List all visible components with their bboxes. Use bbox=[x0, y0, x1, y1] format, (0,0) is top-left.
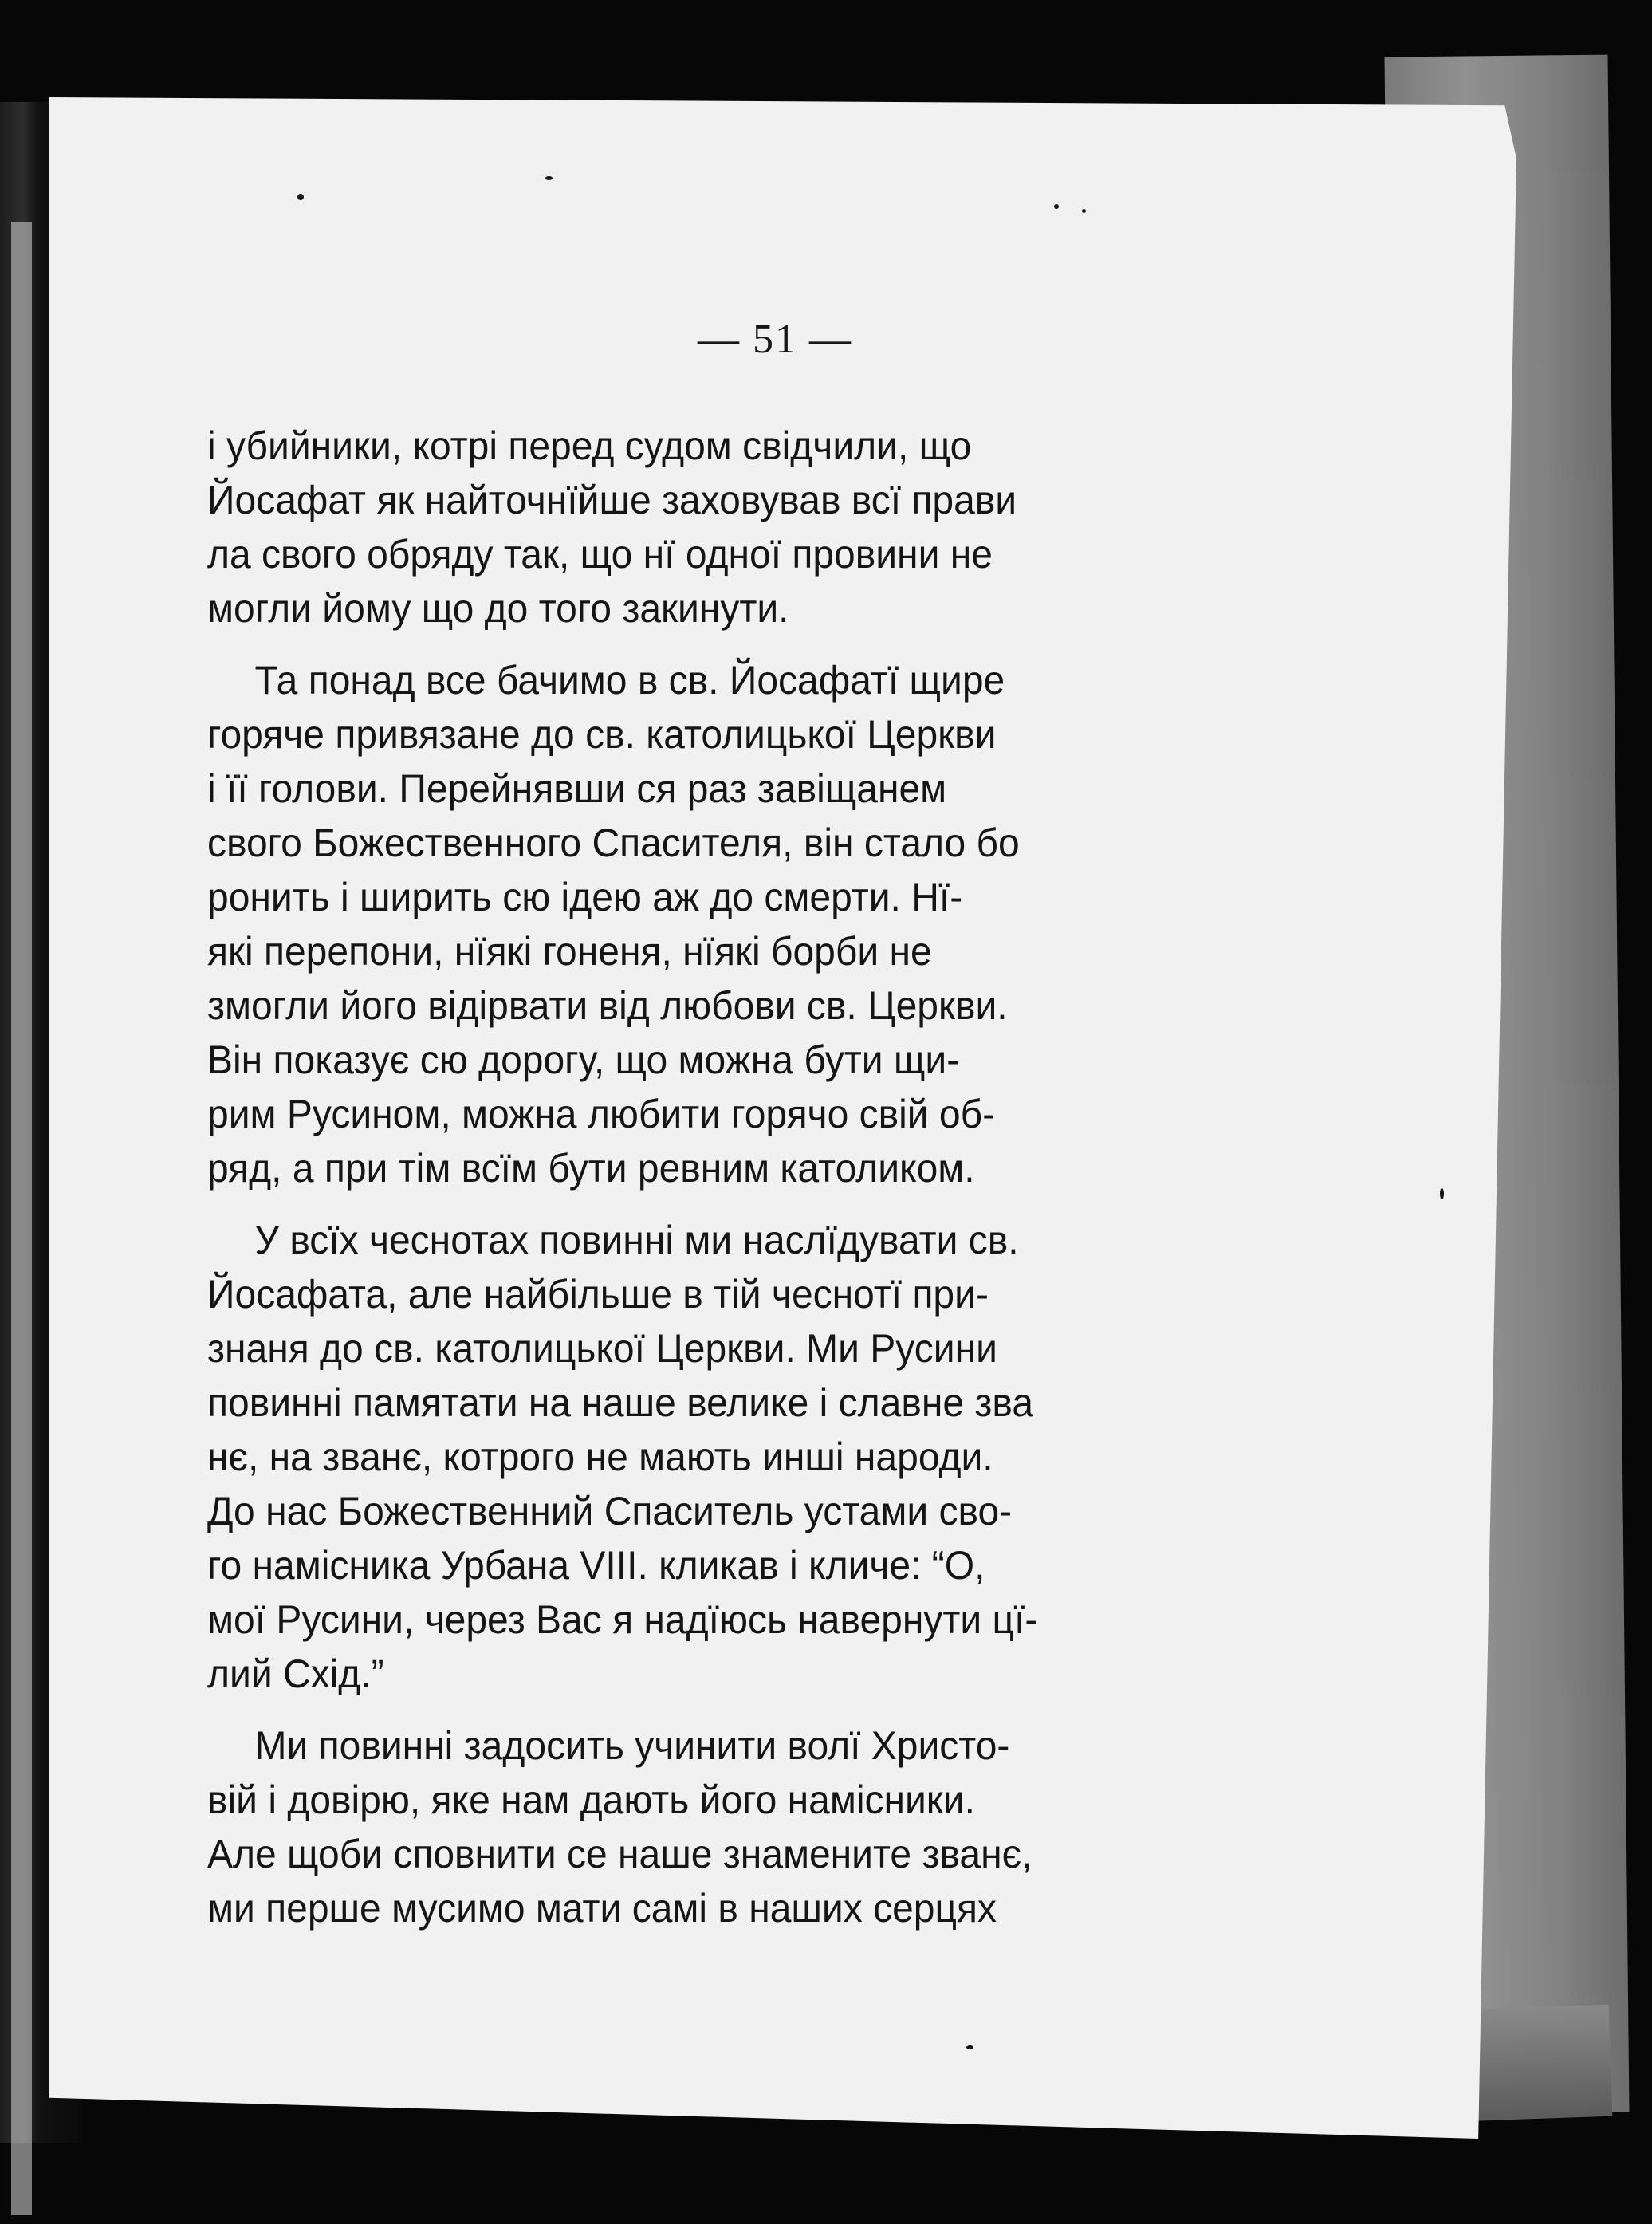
paragraph bbox=[207, 1718, 1204, 1935]
paragraph bbox=[207, 653, 1204, 1195]
text-line: рим Русином, можна любити горячо свій об- bbox=[207, 1092, 996, 1136]
print-speck bbox=[1440, 1188, 1444, 1199]
text-line: Йосафат як найточнїйше заховував всї прави bbox=[207, 478, 1017, 522]
paragraph bbox=[207, 1213, 1204, 1701]
text-line: ронить і ширить сю ідею аж до смерти. Нї- bbox=[207, 875, 963, 919]
text-line: вій і довірю, яке нам дають його намісники. bbox=[207, 1777, 975, 1822]
text-line: і убийники, котрі перед судом свідчили, що bbox=[207, 423, 972, 468]
print-speck bbox=[1054, 204, 1059, 209]
text-line: Та понад все бачимо в св. Йосафатї щире bbox=[254, 658, 1005, 703]
text-line: Йосафата, але найбільше в тій чеснотї при- bbox=[207, 1272, 989, 1317]
paragraph bbox=[207, 419, 1204, 636]
text-line: і її голови. Перейнявши ся раз завіщанем bbox=[207, 766, 947, 811]
text-line: могли йому що до того закинути. bbox=[207, 586, 789, 631]
text-line: знаня до св. католицької Церкви. Ми Русини bbox=[207, 1326, 997, 1371]
print-speck bbox=[966, 2045, 974, 2049]
text-line: нє, на званє, котрого не мають инші народи. bbox=[207, 1435, 993, 1479]
print-speck bbox=[545, 176, 553, 180]
text-line: До нас Божественний Спаситель устами сво- bbox=[207, 1489, 1013, 1533]
text-line: го намісника Урбана VIII. кликав і кличе: “О, bbox=[207, 1543, 985, 1588]
body-text bbox=[207, 419, 1204, 1953]
text-line: ла свого обряду так, що нї одної провини не bbox=[207, 532, 993, 577]
print-speck bbox=[1082, 209, 1086, 213]
facing-page-edge bbox=[11, 222, 32, 2215]
text-line: лий Схід.” bbox=[207, 1651, 384, 1696]
text-line: які перепони, нїякі гоненя, нїякі борби не bbox=[207, 929, 932, 974]
text-line: У всїх чеснотах повинні ми наслїдувати св. bbox=[254, 1218, 1019, 1262]
text-line: ми перше мусимо мати самі в наших серцях bbox=[207, 1886, 997, 1931]
text-line: Він показує сю дорогу, що можна бути щи- bbox=[207, 1037, 960, 1082]
text-line: ряд, а при тім всїм бути ревним католиком. bbox=[207, 1146, 975, 1191]
text-line: Ми повинні задосить учинити волї Христо- bbox=[254, 1723, 1010, 1768]
text-line: повинні памятати на наше велике і славне зва bbox=[207, 1380, 1034, 1425]
print-speck bbox=[297, 194, 304, 200]
text-line: свого Божественного Спасителя, він стало бо bbox=[207, 821, 1020, 865]
text-line: мої Русини, через Вас я надїюсь навернути цї- bbox=[207, 1597, 1038, 1642]
text-line: Але щоби сповнити се наше знамените званє, bbox=[207, 1832, 1032, 1876]
text-line: змогли його відірвати від любови св. Церкви. bbox=[207, 983, 1008, 1028]
text-line: горяче привязане до св. католицької Церкви bbox=[207, 712, 997, 757]
page-number: — 51 — bbox=[698, 317, 852, 362]
